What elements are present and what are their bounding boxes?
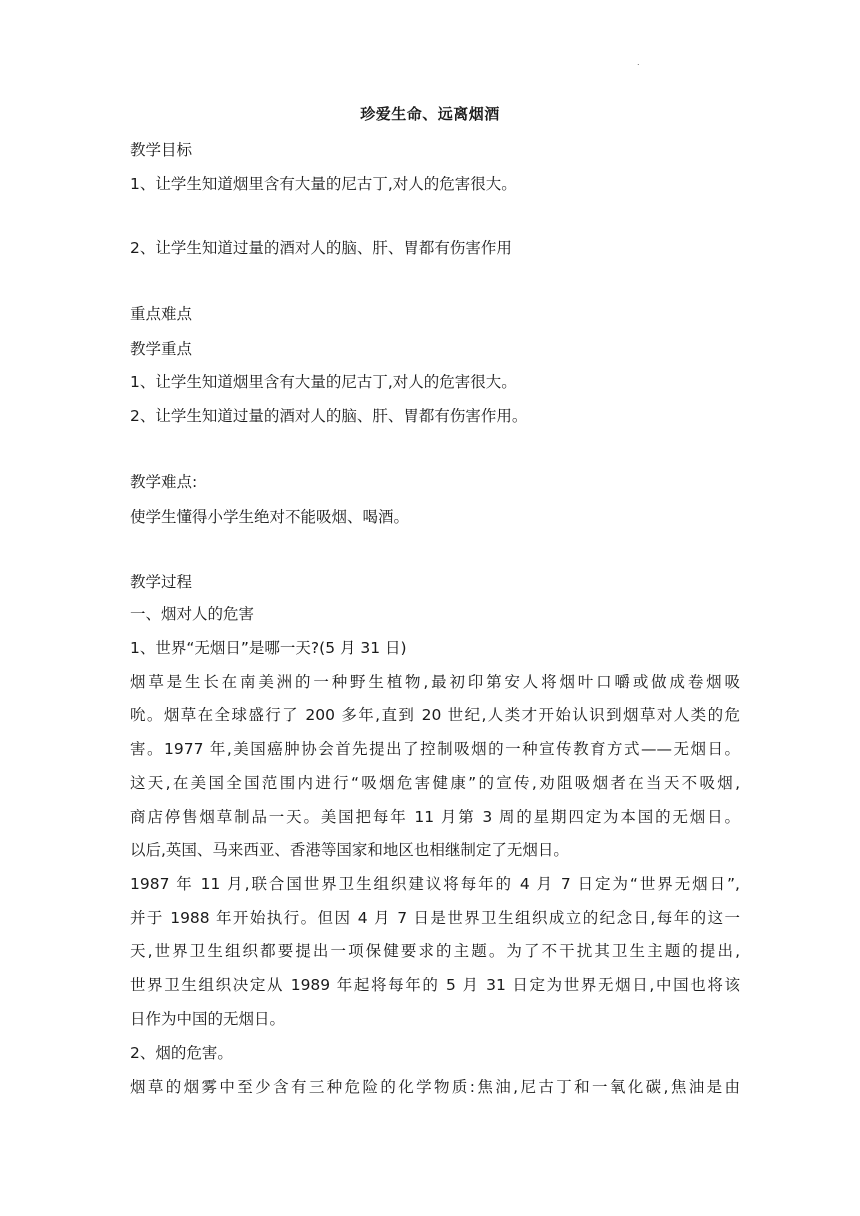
section-heading: 教学目标 [130, 141, 193, 159]
section-heading: 一、烟对人的危害 [130, 605, 255, 623]
paragraph-line: 吮。烟草在全球盛行了 200 多年,直到 20 世纪,人类才开始认识到烟草对人类的危 [130, 706, 740, 724]
section-heading: 重点难点 [130, 305, 193, 323]
paragraph-line: 1、让学生知道烟里含有大量的尼古丁,对人的危害很大。 [130, 175, 517, 193]
section-heading: 教学重点 [130, 340, 193, 358]
paragraph-line: 世界卫生组织决定从 1989 年起将每年的 5 月 31 日定为世界无烟日,中国也将该 [130, 976, 740, 994]
paragraph-line: 以后,英国、马来西亚、香港等国家和地区也相继制定了无烟日。 [130, 841, 569, 859]
paragraph-line: 日作为中国的无烟日。 [130, 1010, 286, 1028]
paragraph-line: 2、让学生知道过量的酒对人的脑、肝、胃都有伤害作用。 [130, 407, 528, 425]
paragraph-line: 1、让学生知道烟里含有大量的尼古丁,对人的危害很大。 [130, 373, 517, 391]
paragraph-line: 害。1977 年,美国癌肿协会首先提出了控制吸烟的一种宣传教育方式——无烟日。 [130, 740, 740, 758]
section-heading: 教学过程 [130, 573, 193, 591]
paragraph-line: 1987 年 11 月,联合国世界卫生组织建议将每年的 4 月 7 日定为“世界无烟日”, [130, 875, 740, 893]
paragraph-line: 天,世界卫生组织都要提出一项保健要求的主题。为了不干扰其卫生主题的提出, [130, 942, 740, 960]
paragraph-line: 并于 1988 年开始执行。但因 4 月 7 日是世界卫生组织成立的纪念日,每年的这一 [130, 909, 740, 927]
paragraph-line: 烟草的烟雾中至少含有三种危险的化学物质:焦油,尼古丁和一氧化碳,焦油是由 [130, 1078, 740, 1096]
paragraph-line: 使学生懂得小学生绝对不能吸烟、喝酒。 [130, 508, 410, 526]
paragraph-line: 1、世界“无烟日”是哪一天?(5 月 31 日) [130, 639, 407, 657]
document-title: 珍爱生命、远离烟酒 [360, 105, 500, 123]
paragraph-line: 2、让学生知道过量的酒对人的脑、肝、胃都有伤害作用 [130, 239, 512, 257]
section-heading: 教学难点: [130, 473, 198, 491]
section-heading: 2、烟的危害。 [130, 1044, 233, 1062]
paragraph-line: 商店停售烟草制品一天。美国把每年 11 月第 3 周的星期四定为本国的无烟日。 [130, 808, 740, 826]
header-mark: . [637, 58, 640, 67]
paragraph-line: 烟草是生长在南美洲的一种野生植物,最初印第安人将烟叶口嚼或做成卷烟吸 [130, 673, 740, 691]
paragraph-line: 这天,在美国全国范围内进行“吸烟危害健康”的宣传,劝阻吸烟者在当天不吸烟, [130, 774, 740, 792]
